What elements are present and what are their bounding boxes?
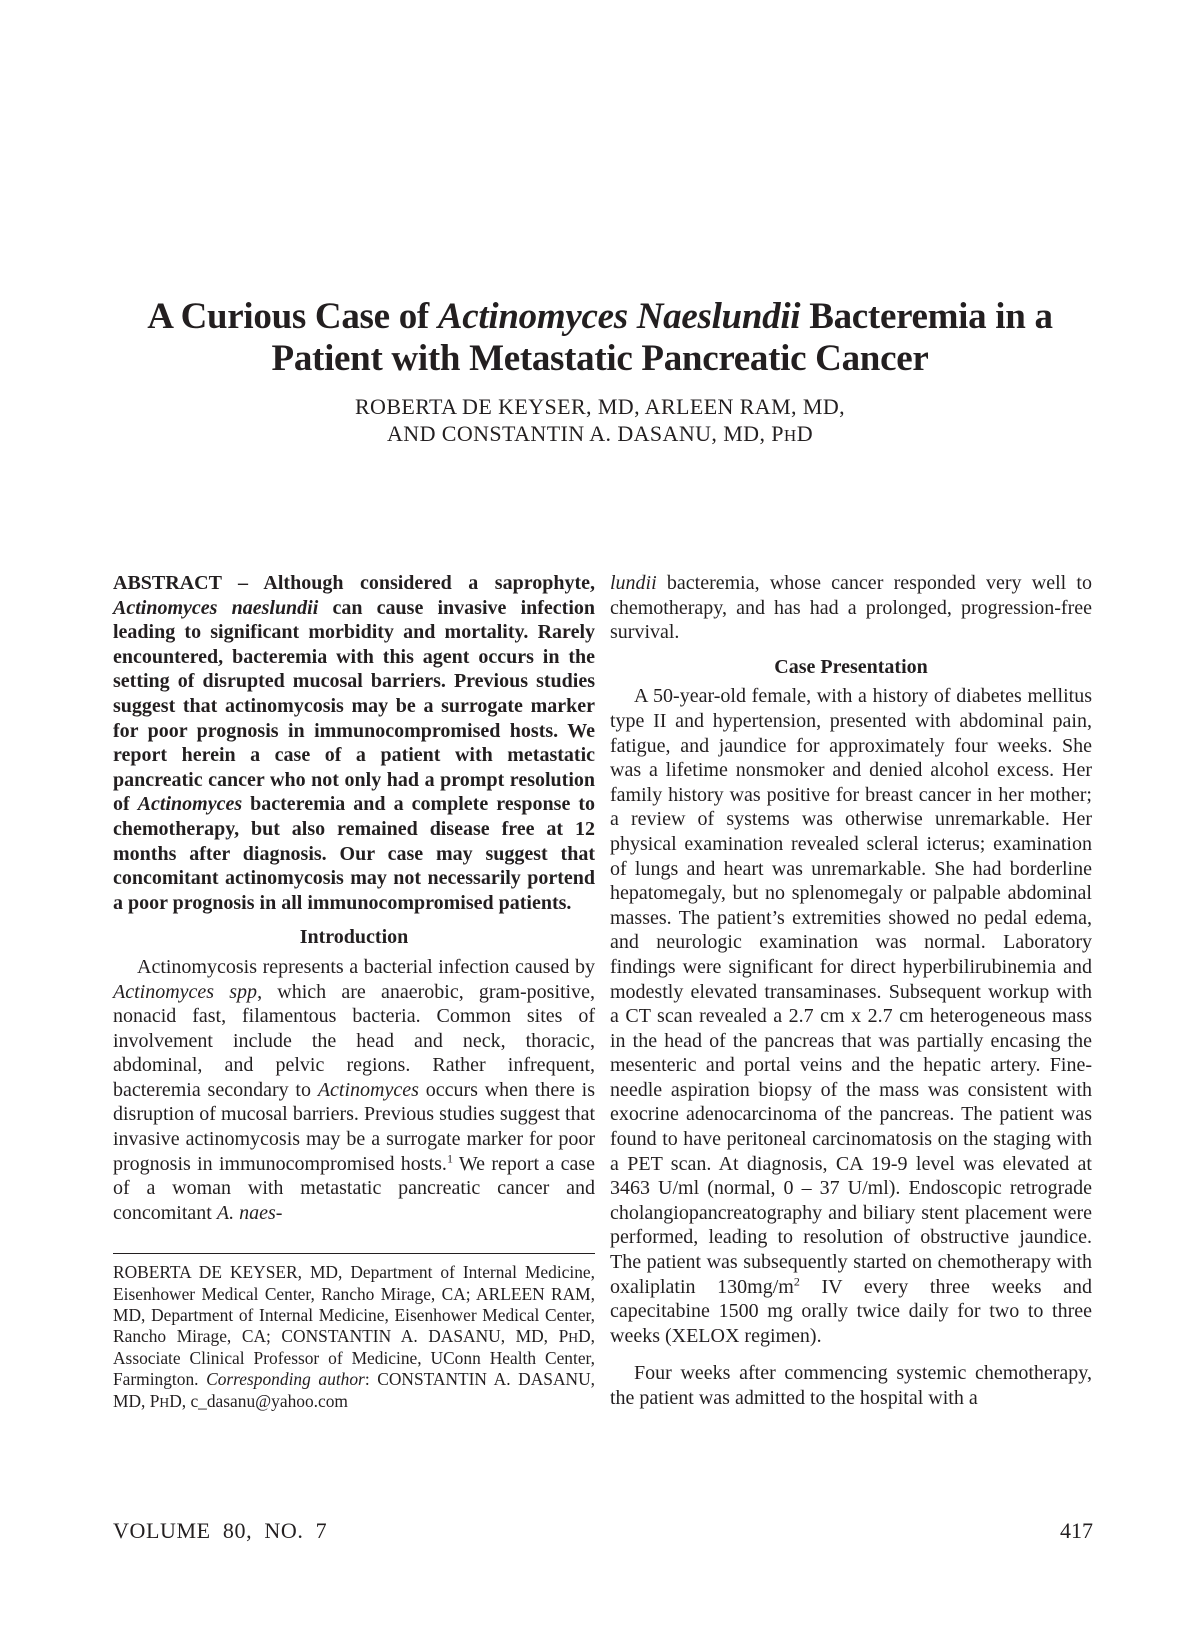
case-presentation-heading: Case Presentation [774,655,928,678]
authors-line1: ROBERTA DE KEYSER, MD, ARLEEN RAM, MD, [354,394,846,419]
page-number: 417 [1060,1518,1093,1543]
introduction-paragraph: Actinomycosis represents a bacterial infection caused by Actinomyces spp, which are anaerobic, gram-positive, nonacid fast, filamentous bacteria. Common sites of involvement include the head and neck, thoracic, abdominal, and pelvic regions. Rather infrequent, bacteremia secondary to Actinomyces occurs when there is disruption of mucosal barriers. Previous studies suggest that invasive actinomycosis may be a surrogate marker for poor prognosis in immunocompromised hosts.$^1$ We report a case of a woman with metastatic pancreatic cancer and concomitant A. naes- [113,955,596,1224]
introduction-heading: Introduction [299,926,409,949]
title-line2: Patient with Metastatic Pancreatic Cancer [271,338,929,379]
case-paragraph-1: A 50-year-old female, with a history of diabetes mellitus type II and hypertension, presented with abdominal pain, fatigue, and jaundice for approximately four weeks. She was a lifetime nonsmoker and denied alcohol excess. Her family history was positive for breast cancer in her mother; a review of systems was otherwise unremarkable. Her physical examination revealed scleral icterus; examination of lungs and heart was unremarkable. She had borderline hepatomegaly, but no splenomegaly or palpable abdominal masses. The patient’s extremities showed no pedal edema, and neurologic examination was normal. Laboratory findings were significant for direct hyperbilirubinemia and modestly elevated transaminases. Subsequent workup with a CT scan revealed a 2.7 cm x 2.7 cm heterogeneous mass in the head of the pancreas that was partially encasing the mesenteric and portal veins and the hepatic artery. Fine-needle aspiration biopsy of the mass was consistent with exocrine adenocarcinoma of the pancreas. The patient was found to have peritoneal carcinomatosis on the staging with a PET scan. At diagnosis, CA 19-9 level was elevated at 3463 U/ml (normal, 0 – 37 U/ml). Endoscopic retrograde cholangiopancreatography and biliary stent placement were performed, leading to resolution of obstructive jaundice. The patient was subsequently started on chemotherapy with oxaliplatin $130mg/m^2$ IV every three weeks and capecitabine 1500 mg orally twice daily for two to three weeks (XELOX regimen). [610,685,1092,1347]
author-affiliations-footnote: ROBERTA DE KEYSER, MD, Department of Internal Medicine, Eisenhower Medical Center, Rancho Mirage, CA; ARLEEN RAM, MD, Department of Internal Medicine, Eisenhower Medical Center, Rancho Mirage, CA; CONSTANTIN A. DASANU, MD, PHD, Associate Clinical Professor of Medicine, UConn Health Center, Farmington. Corresponding author: CONSTANTIN A. DASANU, MD, PHD, c_dasanu@yahoo.com [113,1262,595,1411]
case-paragraph-2: Four weeks after commencing systemic chemotherapy, the patient was admitted to the hospital with a [610,1362,1092,1409]
title-line1: A Curious Case of Actinomyces Naeslundii Bacteremia in a [147,296,1053,337]
introduction-continuation: lundii bacteremia, whose cancer responded very well to chemotherapy, and has had a prolonged, progression-free survival. [610,572,1092,644]
reference-marker: 1 [446,1151,453,1165]
footnote-divider [113,1253,595,1254]
article-title [100,296,1100,380]
authors-line2: AND CONSTANTIN A. DASANU, MD, PHD [387,421,813,446]
author-byline [100,393,1100,449]
right-column [610,571,1092,1411]
left-column [113,571,595,1413]
abstract: ABSTRACT – Although considered a saprophyte, Actinomyces naeslundii can cause invasive infection leading to significant morbidity and mortality. Rarely encountered, bacteremia with this agent occurs in the setting of disrupted mucosal barriers. Previous studies suggest that actinomycosis may be a surrogate marker for poor prognosis in immunocompromised hosts. We report herein a case of a patient with metastatic pancreatic cancer who not only had a prompt resolution of Actinomyces bacteremia and a complete response to chemotherapy, but also remained disease free at 12 months after diagnosis. Our case may suggest that concomitant actinomycosis may not necessarily portend a poor prognosis in all immunocompromised patients. [113,572,596,914]
journal-volume: VOLUME 80, NO. 7 [113,1518,328,1543]
